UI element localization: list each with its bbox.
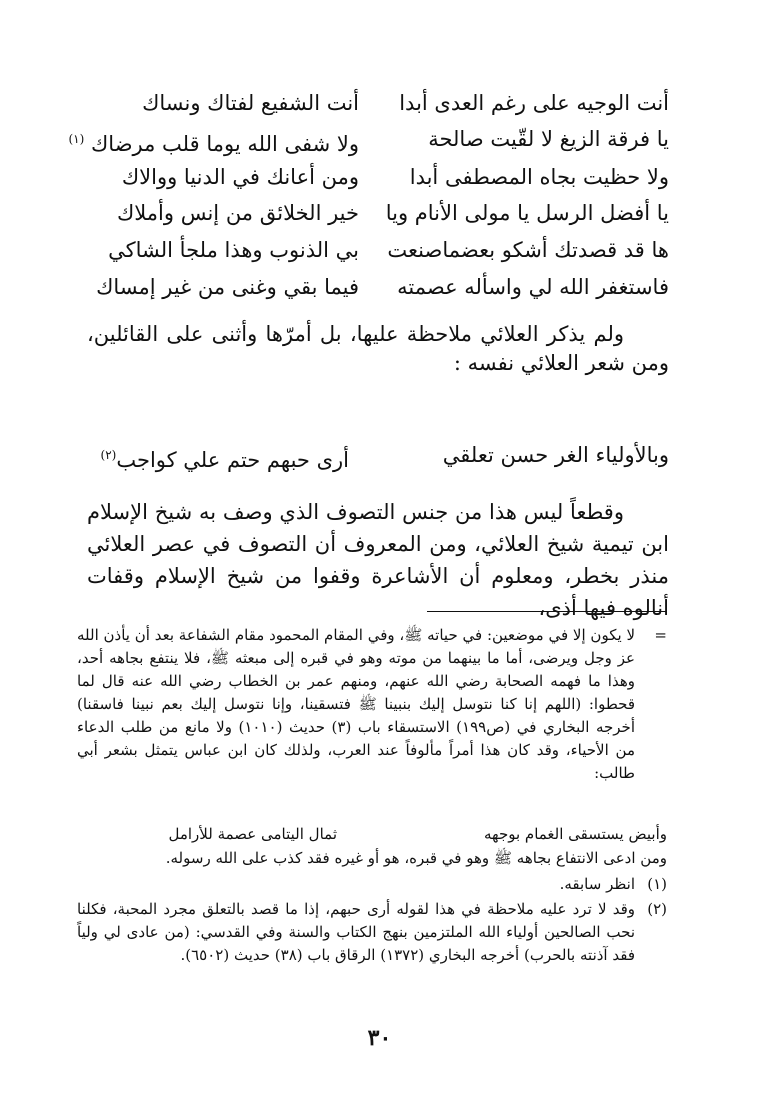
footnote-text: وقد لا ترد عليه ملاحظة في هذا لقوله أرى حبهم، إذا ما قصد بالتعلق مجرد المحبة، فكلنا نحب الصالحين أولياء الله الملتزمين بنهج الكتاب والسنة وفي القدسي: (من عادى لي ولياً فقد آذنته بالحرب) أخرجه البخاري (١٣٧٢) الرقاق باب (٣٨) حديث (٦٥٠٢).: [77, 900, 635, 964]
hemistich-first: وأبيض يستسقى الغمام بوجهه: [483, 825, 667, 843]
hemistich-first: فاستغفر الله لي واسأله عصمته: [397, 275, 669, 299]
hemistich-second: فيما بقي وغنى من غير إمساك: [96, 275, 359, 299]
hemistich-second: بي الذنوب وهذا ملجأ الشاكي: [108, 238, 359, 262]
footnote-marker: (١): [647, 875, 667, 893]
footnote: [77, 873, 667, 896]
footnote-marker: =: [654, 626, 667, 644]
hemistich-first: ولا حظيت بجاه المصطفى أبدا: [409, 165, 669, 189]
footnote-marker: (٢): [647, 900, 667, 918]
footnote: [77, 898, 667, 967]
footnote: [77, 624, 667, 785]
footnote-text: انظر سابقه.: [559, 875, 635, 893]
body-paragraph: وقطعاً ليس هذا من جنس التصوف الذي وصف به شيخ الإسلام ابن تيمية شيخ العلائي، ومن المعروف أن التصوف في عصر العلائي منذر بخطر، ومعلوم أن الأشاعرة وقفوا من شيخ الإسلام وقفات أنالوه فيها أذى،: [87, 500, 669, 620]
hemistich-text: أرى حبهم حتم علي كواجب: [116, 448, 349, 472]
hemistich-second: ثمال اليتامى عصمة للأرامل: [168, 825, 337, 843]
footnote-text: لا يكون إلا في موضعين: في حياته ﷺ، وفي المقام المحمود مقام الشفاعة بعد أن يأذن الله عز وجل ويرضى، أما ما بينهما من موته وهو في قبره إلى مبعثه ﷺ، فلا ينتفع بجاهه أحد، وهذا ما فهمه الصحابة رضي الله عنهم، ومنهم عمر بن الخطاب رضي الله عنه قال لما قحطوا: (اللهم إنا كنا نتوسل إليك بنبينا ﷺ فتسقينا، وإنا نتوسل إليك بعم نبينا فاسقنا) أخرجه البخاري في (ص١٩٩) الاستسقاء باب (٣) حديث (١٠١٠) ولا مانع من طلب الدعاء من الأحياء، وقد كان هذا أمراً مألوفاً عند العرب، ولذلك كان ابن عباس يتمثل بشعر أبي طالب:: [77, 626, 636, 782]
hemistich-second: ومن أعانك في الدنيا ووالاك: [121, 165, 359, 189]
hemistich-second: أنت الشفيع لفتاك ونساك: [142, 91, 359, 115]
hemistich-first: ها قد قصدتك أشكو بعضماصنعت: [387, 238, 669, 262]
footnotes: [77, 873, 667, 967]
page-number: ٣٠: [367, 1025, 392, 1051]
footnote-continuation: [77, 624, 667, 785]
footnote-after-verse: [77, 847, 667, 870]
body-paragraph: ولم يذكر العلائي ملاحظة عليها، بل أمرّها وأثنى على القائلين، ومن شعر العلائي نفسه :: [87, 322, 669, 375]
poem-line: [79, 438, 669, 474]
footnote-text: ومن ادعى الانتفاع بجاهه ﷺ وهو في قبره، هو أو غيره فقد كذب على الله رسوله.: [165, 849, 667, 867]
poem-line: [79, 160, 669, 196]
poem-line: [79, 196, 669, 232]
poem-line: [79, 86, 669, 122]
hemistich-first: يا فرقة الزيغ لا لقّيت صالحة: [428, 127, 669, 151]
footnote-verse: [77, 822, 667, 846]
poem-line: [68, 122, 669, 158]
hemistich-text: ولا شفى الله يوما قلب مرضاك: [91, 132, 359, 156]
poem-line: [79, 270, 669, 306]
footnote-ref: (٢): [100, 448, 117, 462]
hemistich-first: أنت الوجيه على رغم العدى أبدا: [399, 91, 669, 115]
hemistich-second: [68, 122, 359, 161]
hemistich-first: يا أفضل الرسل يا مولى الأنام ويا: [385, 201, 669, 225]
hemistich-second: [101, 438, 349, 477]
footnote-ref: (١): [68, 132, 85, 146]
poem-line: [79, 233, 669, 269]
footnote-separator: [427, 611, 667, 612]
hemistich-first: وبالأولياء الغر حسن تعلقي: [442, 443, 669, 467]
hemistich-second: خير الخلائق من إنس وأملاك: [116, 201, 359, 225]
